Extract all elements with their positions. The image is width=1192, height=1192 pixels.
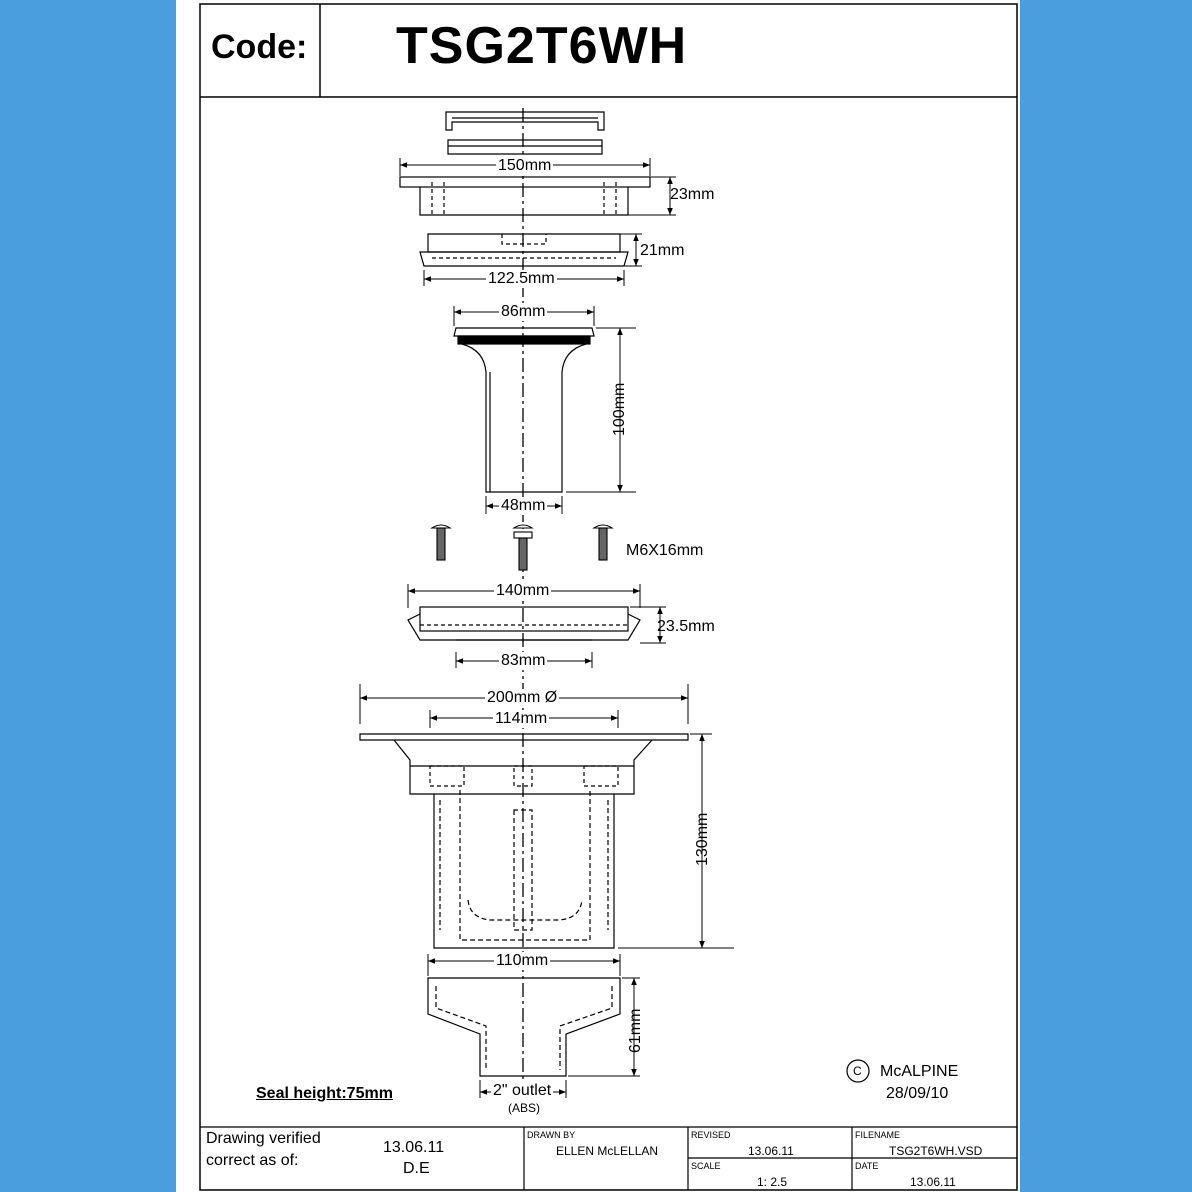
dim-83mm: 83mm [501, 652, 546, 669]
dim-23-5mm: 23.5mm [657, 618, 715, 635]
grate-part [446, 112, 604, 154]
scale-value: 1: 2.5 [757, 1175, 788, 1189]
dim-23mm: 23mm [670, 186, 715, 203]
dim-130mm: 130mm [694, 812, 711, 866]
revised-value: 13.06.11 [748, 1144, 794, 1158]
drawn-by-label: DRAWN BY [527, 1130, 576, 1140]
scale-label: SCALE [691, 1161, 721, 1171]
verified-date: 13.06.11 [383, 1139, 445, 1156]
verified-initials: D.E [403, 1160, 430, 1177]
ring-part [420, 234, 628, 266]
verified-label-line1: Drawing verified [206, 1130, 321, 1147]
dim-122-5mm: 122.5mm [488, 270, 555, 287]
dim-114mm: 114mm [495, 710, 548, 727]
dim-21mm: 21mm [640, 242, 685, 259]
filename-label: FILENAME [855, 1130, 901, 1140]
outlet-material: (ABS) [508, 1101, 541, 1115]
dim-200mm-dia: 200mm Ø [487, 689, 558, 706]
product-code: TSG2T6WH [396, 17, 688, 75]
seal-height-note: Seal height:75mm [256, 1085, 393, 1102]
outlet-part [428, 978, 620, 1076]
copyright-symbol: C [853, 1064, 862, 1078]
dim-140mm: 140mm [496, 582, 550, 599]
date-label: DATE [855, 1161, 879, 1171]
dim-86mm: 86mm [501, 303, 546, 320]
copyright-date: 28/09/10 [886, 1085, 949, 1102]
gully-body-part [360, 734, 688, 948]
dim-150mm: 150mm [498, 157, 552, 174]
dim-61mm: 61mm [627, 1008, 644, 1053]
clamp-ring-part [408, 607, 640, 640]
dim-48mm: 48mm [501, 497, 546, 514]
drawn-by-value: ELLEN McLELLAN [556, 1144, 659, 1158]
screws [432, 525, 612, 570]
filename-value: TSG2T6WH.VSD [889, 1144, 983, 1158]
code-label: Code: [211, 28, 308, 66]
dim-110mm: 110mm [496, 952, 549, 969]
dim-100mm: 100mm [611, 382, 628, 436]
top-frame-part [400, 177, 650, 215]
tube-part [454, 328, 594, 492]
screw-spec: M6X16mm [626, 542, 704, 559]
verified-label-line2: correct as of: [206, 1152, 299, 1169]
sheet-frame [200, 4, 1017, 1190]
copyright-owner: McALPINE [880, 1063, 959, 1080]
revised-label: REVISED [691, 1130, 731, 1140]
outlet-size: 2" outlet [493, 1082, 552, 1099]
date-value: 13.06.11 [910, 1175, 956, 1189]
